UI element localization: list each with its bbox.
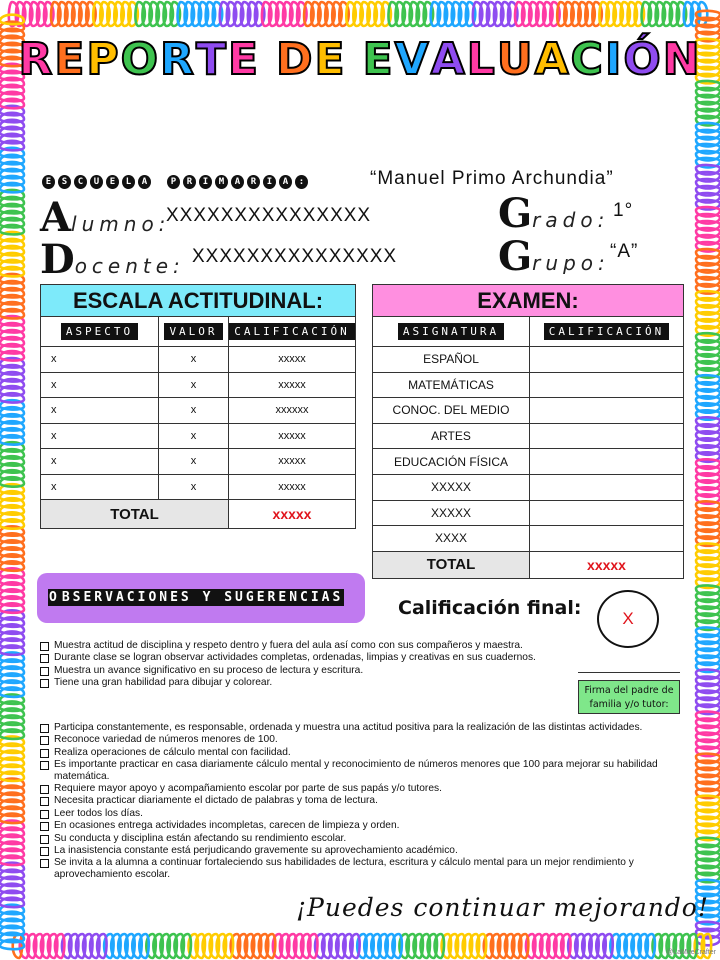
credit-text: @LaMaeCrafter: [666, 949, 716, 956]
title-letter: E: [227, 34, 261, 85]
teacher-value: XXXXXXXXXXXXXXX: [192, 246, 398, 267]
grade-cell: [530, 526, 684, 552]
subject-cell: XXXXX: [373, 474, 530, 500]
list-item: Es importante practicar en casa diariamente cálculo mental y reconocimiento de números menores que 100 para mejorar su habilidad matemática.: [38, 759, 680, 782]
table-row: [373, 500, 684, 526]
table-row: [373, 526, 684, 552]
attitude-title: ESCALA ACTITUDINAL:: [41, 285, 356, 317]
student-value: XXXXXXXXXXXXXXX: [166, 205, 372, 226]
exam-col-subject: ASIGNATURA: [373, 317, 530, 347]
title-letter: E: [314, 34, 347, 85]
exam-title: EXAMEN:: [373, 285, 684, 317]
list-item: Durante clase se logran observar actividades completas, ordenadas, limpias y creativas en sus cuadernos.: [38, 652, 558, 663]
grade-cell: [530, 372, 684, 398]
teacher-label: Docente:: [40, 236, 185, 283]
table-row: [373, 474, 684, 500]
final-grade-value: X: [597, 590, 659, 648]
table-cell: x: [41, 398, 159, 424]
list-item: Requiere mayor apoyo y acompañamiento escolar por parte de sus papás y/o tutores.: [38, 783, 680, 794]
school-value: “Manuel Primo Archundia”: [370, 168, 614, 189]
exam-col-grade: CALIFICACIÓN: [530, 317, 684, 347]
grade-cell: [530, 500, 684, 526]
final-grade-label: Calificación final:: [398, 597, 582, 619]
title-letter: V: [394, 34, 431, 85]
observations-list-bottom: [38, 722, 680, 881]
table-row: [373, 347, 684, 373]
table-row: [373, 423, 684, 449]
group-label: Grupo:: [498, 233, 610, 280]
title-letter: Ó: [623, 34, 663, 85]
list-item: Participa constantemente, es responsable, ordenada y muestra una actitud positiva para la realización de las distintas actividades.: [38, 722, 680, 733]
table-row: [41, 423, 356, 449]
table-cell: xxxxx: [229, 449, 356, 475]
subject-cell: EDUCACIÓN FÍSICA: [373, 449, 530, 475]
title-letter: T: [195, 34, 228, 85]
title-letter: R: [18, 34, 55, 85]
title-letter: U: [496, 34, 535, 85]
title-letter: N: [662, 34, 702, 85]
subject-cell: XXXXX: [373, 500, 530, 526]
list-item: Necesita practicar diariamente el dictado de palabras y toma de lectura.: [38, 795, 680, 806]
subject-cell: CONOC. DEL MEDIO: [373, 398, 530, 424]
list-item: En ocasiones entrega actividades incompletas, carecen de limpieza y orden.: [38, 820, 680, 831]
title-letter: D: [276, 34, 315, 85]
grade-cell: [530, 398, 684, 424]
grade-cell: [530, 423, 684, 449]
table-cell: x: [159, 423, 229, 449]
list-item: Muestra actitud de disciplina y respeto dentro y fuera del aula así como con sus compañeros y maestra.: [38, 640, 558, 651]
title-letter: L: [466, 34, 497, 85]
attitude-table: [40, 284, 356, 529]
subject-cell: MATEMÁTICAS: [373, 372, 530, 398]
table-cell: x: [159, 347, 229, 373]
title-letter: A: [430, 34, 467, 85]
attitude-total-value: xxxxx: [229, 500, 356, 529]
list-item: Realiza operaciones de cálculo mental con facilidad.: [38, 747, 680, 758]
exam-total-value: xxxxx: [530, 551, 684, 578]
school-label: E S C U E L A P R I M A R I A :: [42, 170, 311, 189]
table-row: [41, 449, 356, 475]
table-row: [373, 372, 684, 398]
list-item: La inasistencia constante está perjudicando gravemente su aprovechamiento académico.: [38, 845, 680, 856]
list-item: Se invita a la alumna a continuar fortaleciendo sus habilidades de lectura, escritura y cálculo mental para un mejor rendimiento y aprovechamiento escolar.: [38, 857, 680, 880]
title-letter: E: [54, 34, 87, 85]
grade-value: 1°: [613, 200, 634, 221]
signature-line: [578, 672, 680, 673]
table-cell: x: [41, 449, 159, 475]
table-row: [41, 474, 356, 500]
group-value: “A”: [610, 241, 639, 262]
exam-total-label: TOTAL: [373, 551, 530, 578]
table-cell: xxxxx: [229, 372, 356, 398]
table-row: [41, 398, 356, 424]
observations-list-top: [38, 640, 558, 690]
table-row: [373, 398, 684, 424]
table-cell: xxxxx: [229, 423, 356, 449]
table-row: [41, 347, 356, 373]
signature-label: Firma del padre de familia y/o tutor:: [578, 680, 680, 714]
table-cell: x: [159, 398, 229, 424]
table-cell: xxxxx: [229, 347, 356, 373]
table-cell: xxxxxx: [229, 398, 356, 424]
subject-cell: XXXX: [373, 526, 530, 552]
subject-cell: ARTES: [373, 423, 530, 449]
closing-message: ¡Puedes continuar mejorando!: [296, 893, 709, 922]
exam-table: [372, 284, 684, 579]
attitude-col-value: VALOR: [159, 317, 229, 347]
table-cell: x: [41, 347, 159, 373]
title-letter: E: [362, 34, 395, 85]
table-cell: x: [159, 449, 229, 475]
title-letter: P: [86, 34, 121, 85]
observations-title: O BSERVACIONES Y SUGERENCIAS: [49, 590, 344, 605]
student-label: Alumno:: [40, 194, 171, 241]
list-item: Leer todos los días.: [38, 808, 680, 819]
table-cell: xxxxx: [229, 474, 356, 500]
title-letter: I: [604, 34, 624, 85]
table-cell: x: [41, 474, 159, 500]
table-cell: x: [159, 372, 229, 398]
grade-cell: [530, 449, 684, 475]
grade-cell: [530, 474, 684, 500]
attitude-total-label: TOTAL: [41, 500, 229, 529]
page-title: [0, 34, 720, 85]
table-cell: x: [41, 423, 159, 449]
subject-cell: ESPAÑOL: [373, 347, 530, 373]
title-letter: O: [120, 34, 161, 85]
grade-label: Grado:: [498, 190, 610, 237]
table-row: [373, 449, 684, 475]
table-row: [41, 372, 356, 398]
title-letter: C: [570, 34, 605, 85]
list-item: Tiene una gran habilidad para dibujar y colorear.: [38, 677, 558, 688]
list-item: Muestra un avance significativo en su proceso de lectura y escritura.: [38, 665, 558, 676]
title-letter: A: [534, 34, 571, 85]
attitude-col-aspect: ASPECTO: [41, 317, 159, 347]
list-item: Su conducta y disciplina están afectando su rendimiento escolar.: [38, 833, 680, 844]
grade-cell: [530, 347, 684, 373]
attitude-col-grade: CALIFICACIÓN: [229, 317, 356, 347]
table-cell: x: [159, 474, 229, 500]
title-letter: R: [160, 34, 196, 85]
list-item: Reconoce variedad de números menores de 100.: [38, 734, 680, 745]
table-cell: x: [41, 372, 159, 398]
